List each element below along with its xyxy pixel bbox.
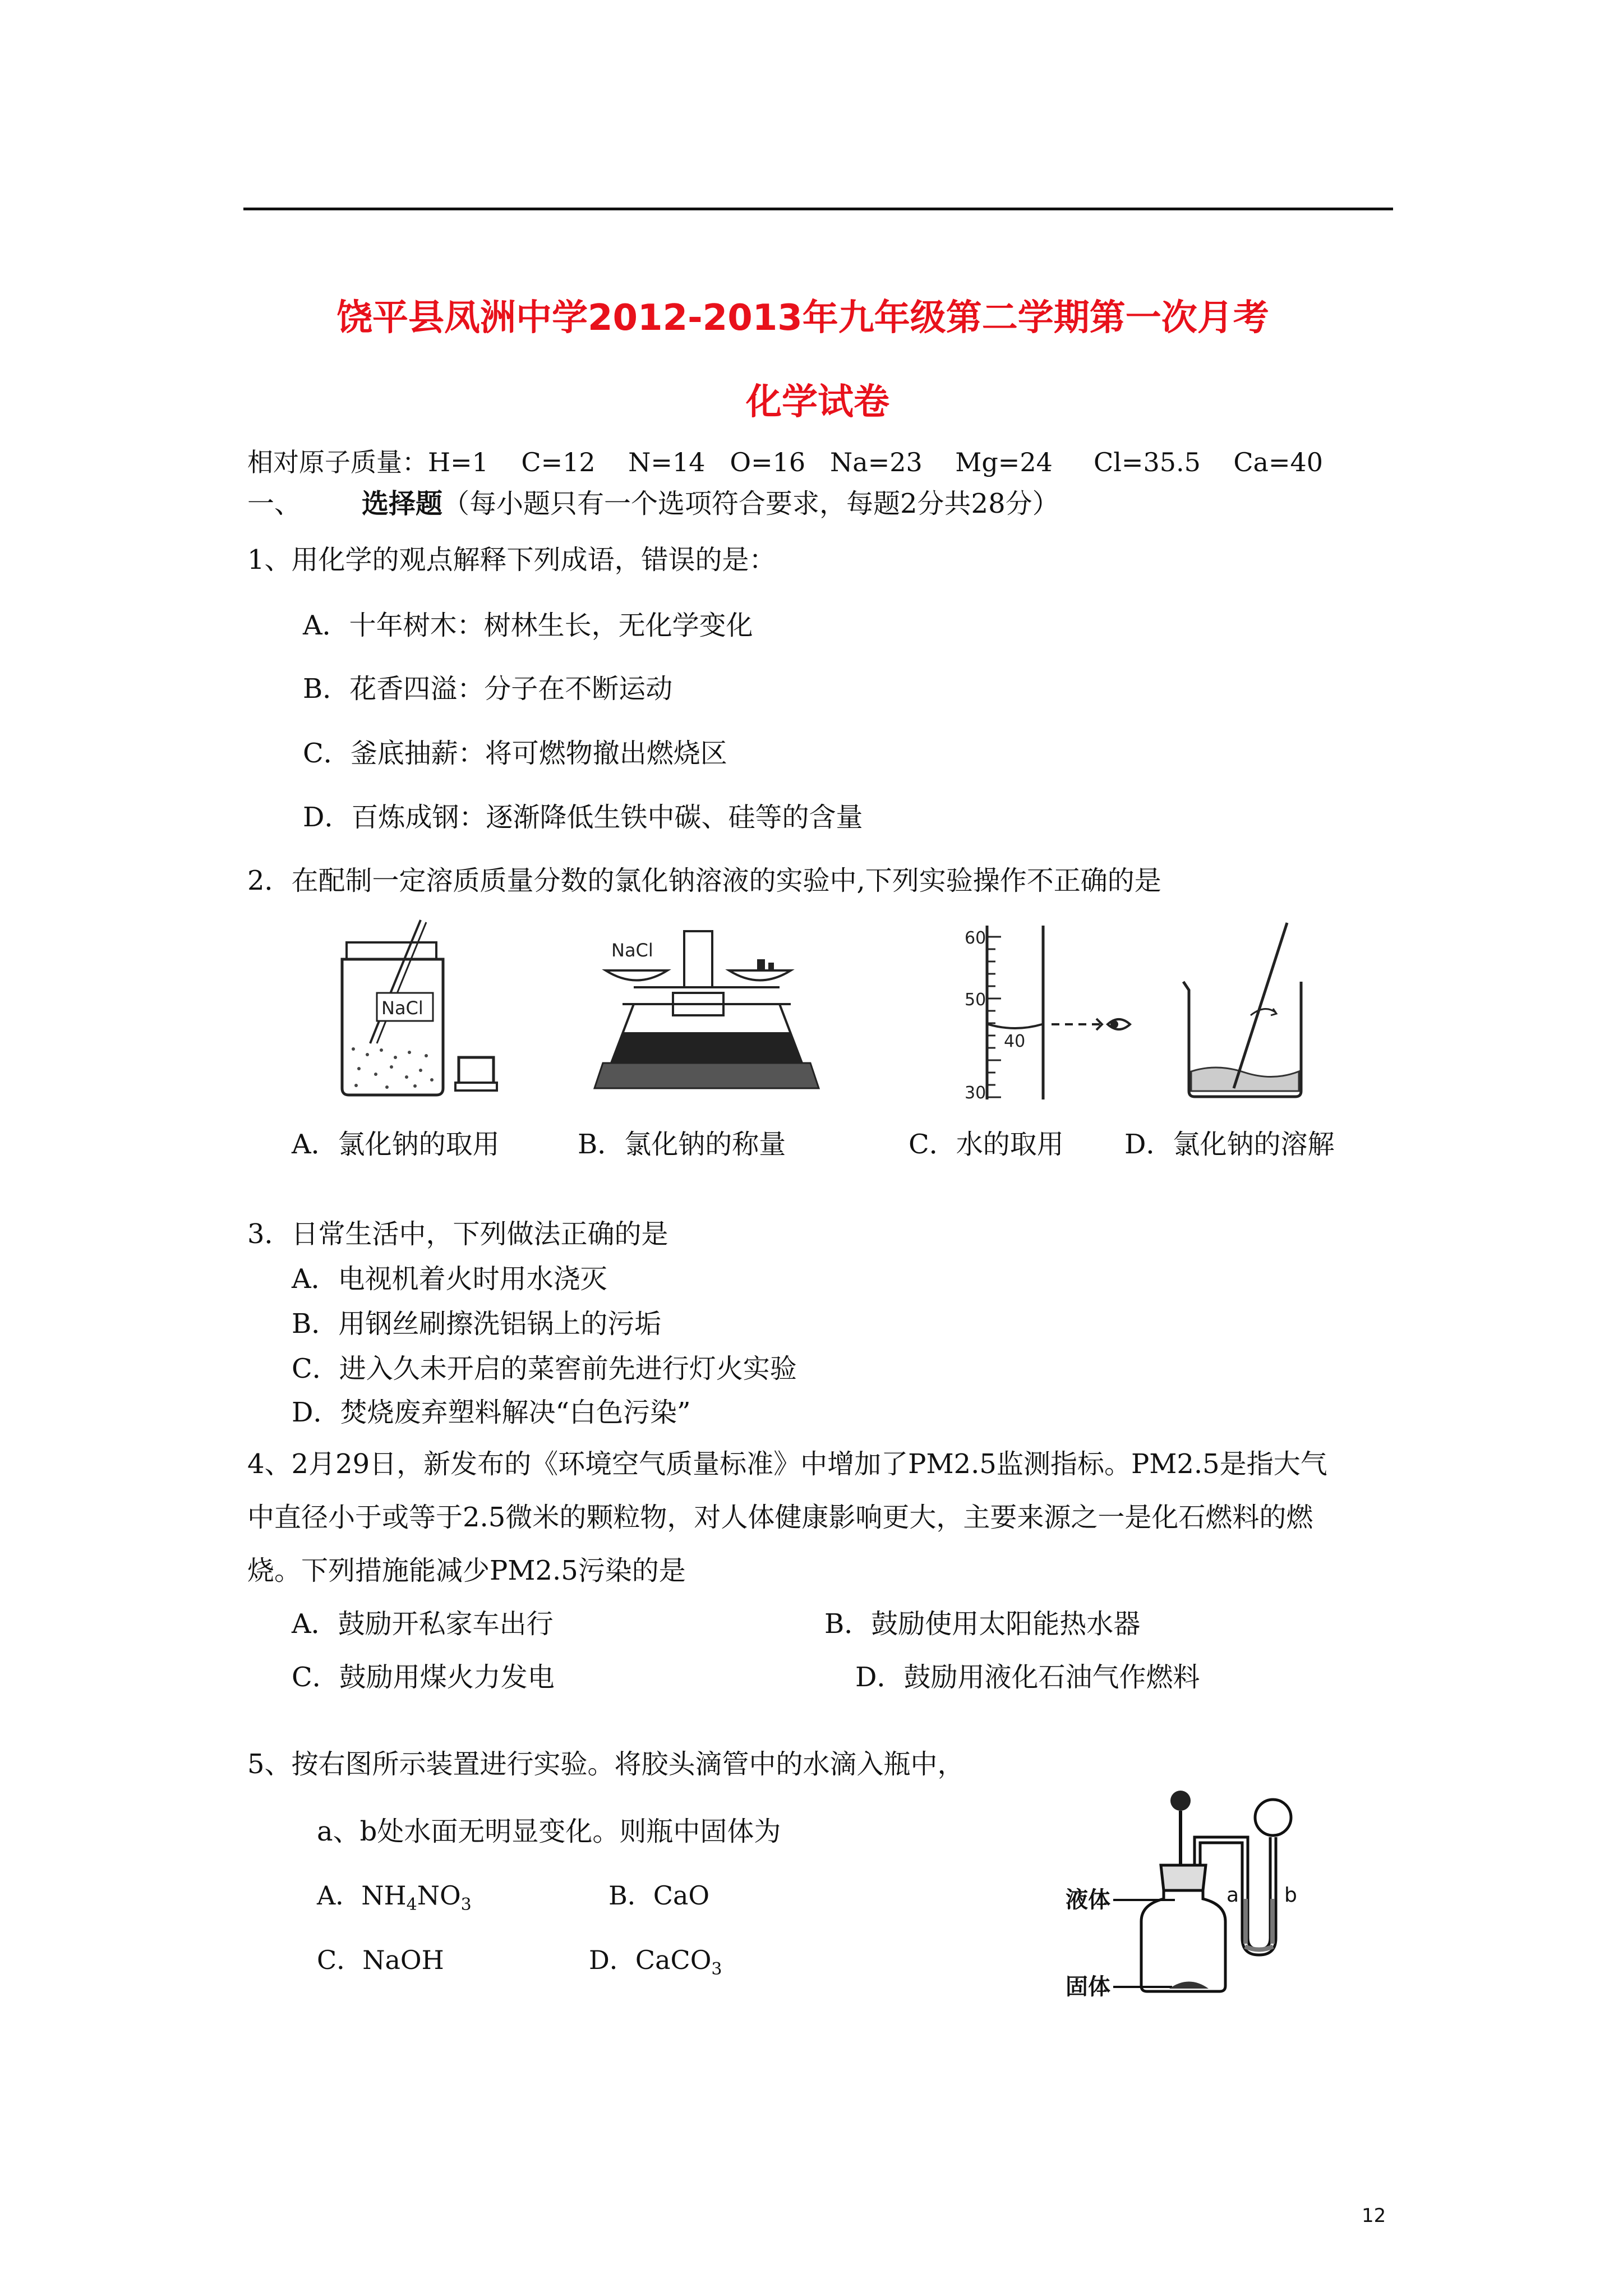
q5-option-c: C．NaOH: [317, 1945, 444, 1975]
q4-line-1: 4、2月29日，新发布的《环境空气质量标准》中增加了PM2.5监测指标。PM2.5是指大气: [247, 1448, 1327, 1480]
q2-caption-b: B．氯化钠的称量: [578, 1129, 786, 1160]
tick-40: 40: [1004, 1032, 1026, 1051]
q3-option-b: B．用钢丝刷擦洗铝锅上的污垢: [292, 1308, 662, 1340]
q2-stem: 2．在配制一定溶质质量分数的氯化钠溶液的实验中,下列实验操作不正确的是: [247, 865, 1161, 896]
section-number: 一、: [247, 488, 302, 519]
figure-jar: [336, 920, 499, 1099]
exam-subtitle: 化学试卷: [746, 381, 889, 423]
q2-caption-d: D．氯化钠的溶解: [1124, 1129, 1335, 1160]
q5-option-b: B．CaO: [608, 1880, 710, 1911]
tick-50: 50: [965, 990, 986, 1010]
header-rule: [243, 208, 1393, 210]
q2-caption-a: A．氯化钠的取用: [292, 1129, 500, 1160]
q1-option-d: D．百炼成钢：逐渐降低生铁中碳、硅等的含量: [303, 802, 863, 833]
q5-option-a: A．$NH_4NO_3$: [317, 1880, 472, 1915]
q3-option-c: C．进入久未开启的菜窖前先进行灯火实验: [292, 1353, 797, 1384]
q1-option-c: C．釜底抽薪：将可燃物撤出燃烧区: [303, 738, 727, 769]
tick-60: 60: [965, 928, 986, 948]
jar-label: NaCl: [381, 997, 423, 1019]
q4-option-a: A．鼓励开私家车出行: [292, 1608, 554, 1640]
q4-line-3: 烧。下列措施能减少PM2.5污染的是: [247, 1555, 686, 1586]
q1-stem: 1、用化学的观点解释下列成语，错误的是：: [247, 544, 776, 576]
section-title: 选择题: [362, 488, 443, 519]
label-a: a: [1227, 1884, 1239, 1907]
exam-title: 饶平县凤洲中学2012-2013年九年级第二学期第一次月考: [336, 297, 1269, 339]
q4-line-2: 中直径小于或等于2.5微米的颗粒物，对人体健康影响更大，主要来源之一是化石燃料的燃: [247, 1502, 1313, 1533]
section-note: （每小题只有一个选项符合要求，每题2分共28分）: [442, 488, 1059, 519]
liquid-label: 液体: [1066, 1887, 1110, 1913]
q1-option-b: B．花香四溢：分子在不断运动: [303, 673, 673, 705]
q3-option-a: A．电视机着火时用水浇灭: [292, 1263, 607, 1295]
q3-stem: 3．日常生活中，下列做法正确的是: [247, 1218, 668, 1250]
label-b: b: [1284, 1884, 1297, 1907]
figure-balance: [589, 920, 824, 1099]
atomic-masses: 相对原子质量：H=1 C=12 N=14 O=16 Na=23 Mg=24 Cl=35.5 Ca=40: [247, 447, 1324, 477]
page-number: 12: [1362, 2205, 1386, 2227]
q2-caption-c: C．水的取用: [909, 1129, 1064, 1160]
q5-option-d: D．CaCO$_3$: [589, 1945, 722, 1979]
q5-stem-2: a、b处水面无明显变化。则瓶中固体为: [317, 1816, 781, 1847]
solid-label: 固体: [1066, 1974, 1110, 2000]
tick-30: 30: [965, 1083, 986, 1103]
q4-option-d: D．鼓励用液化石油气作燃料: [855, 1662, 1200, 1693]
q3-option-d: D．焚烧废弃塑料解决“白色污染”: [292, 1397, 691, 1428]
figure-beaker: [1172, 920, 1318, 1105]
q1-option-a: A．十年树木：树林生长，无化学变化: [303, 610, 753, 641]
q4-option-b: B．鼓励使用太阳能热水器: [824, 1608, 1141, 1640]
figure-apparatus: [1060, 1787, 1329, 2033]
balance-label: NaCl: [611, 940, 653, 961]
figure-cylinder: [942, 920, 1133, 1105]
q5-stem: 5、按右图所示装置进行实验。将胶头滴管中的水滴入瓶中，: [247, 1749, 965, 1780]
section-heading: [362, 487, 1059, 521]
q4-option-c: C．鼓励用煤火力发电: [292, 1662, 555, 1693]
